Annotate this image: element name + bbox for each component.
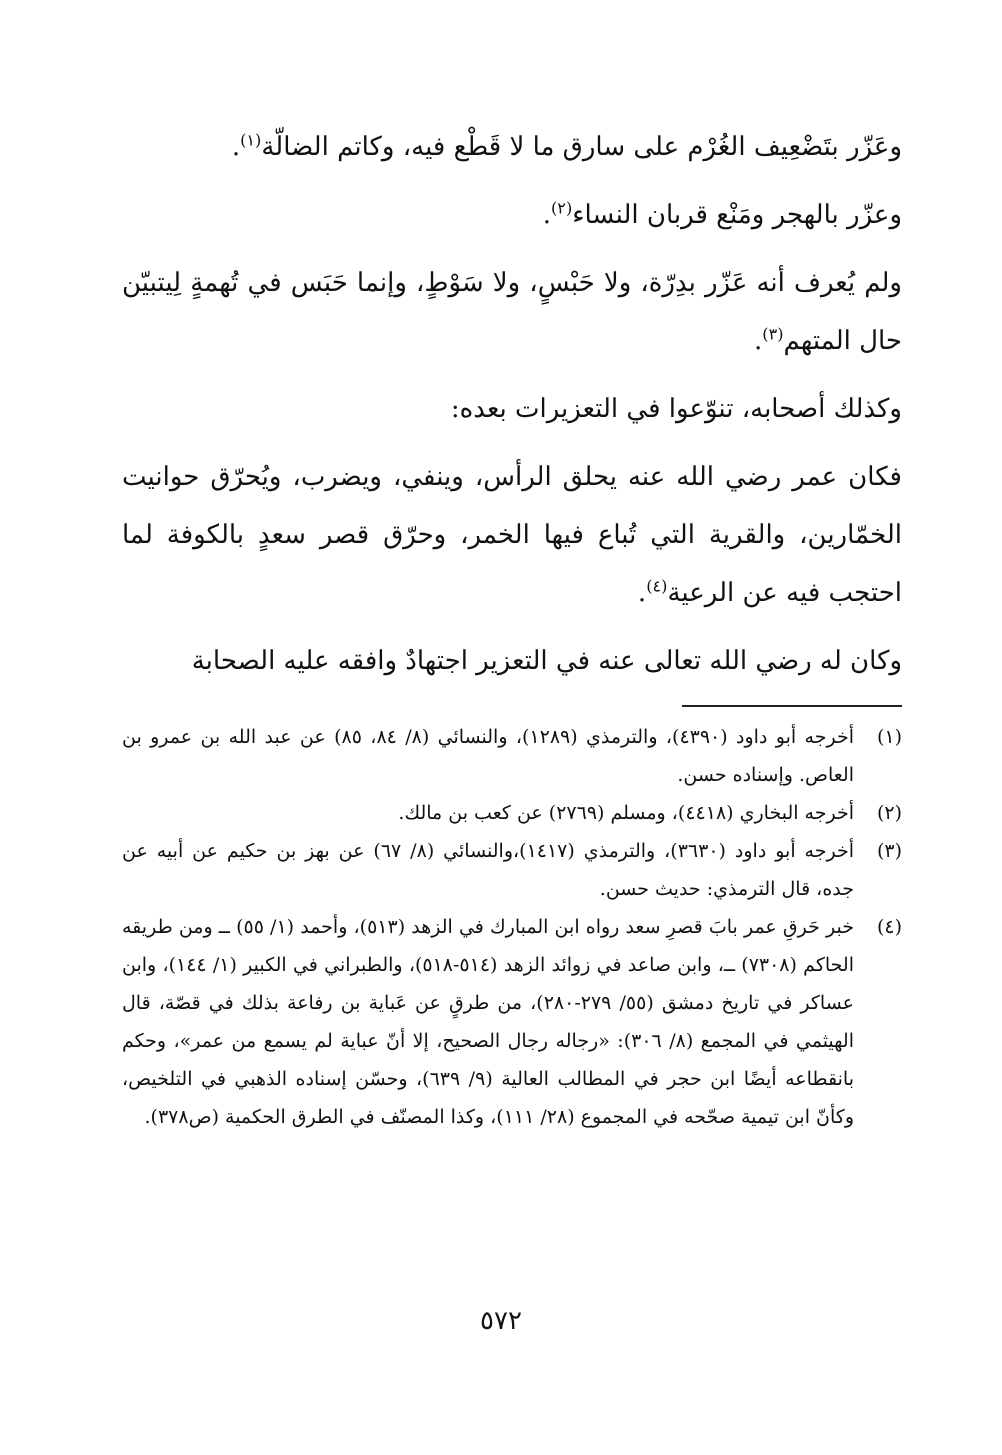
- footnote-text: أخرجه أبو داود (٣٦٣٠)، والترمذي (١٤١٧)،والنسائي (٨/ ٦٧) عن بهز بن حكيم عن أبيه عن جده، قال الترمذي: حديث حسن.: [122, 840, 854, 900]
- paragraph: وكذلك أصحابه، تنوّعوا في التعزيرات بعده:: [450, 394, 902, 424]
- paragraph: ولم يُعرف أنه عَزّر بدِرّة، ولا حَبْسٍ، ولا سَوْطٍ، وإنما حَبَس في تُهمةٍ لِيتبيّن حال المتهم$^{(٣)}$.: [122, 268, 902, 356]
- footnote-text: خبر حَرقِ عمر بابَ قصرِ سعد رواه ابن المبارك في الزهد (٥١٣)، وأحمد (١/ ٥٥) ــ ومن طريقه الحاكم (٧٣٠٨) ــ، وابن صاعد في زوائد الزهد (٥١٤-٥١٨)، والطبراني في الكبير (١/ ١٤٤)، وابن عساكر في تاريخ دمشق (٥٥/ ٢٧٩-٢٨٠)، من طرقٍ عن عَباية بن رفاعة بذلك في قصّة، قال الهيثمي في المجمع (٨/ ٣٠٦): «رجاله رجال الصحيح، إلا أنّ عباية لم يسمع من عمر»، وحكم بانقطاعه أيضًا ابن حجر في المطالب العالية (٩/ ٦٣٩)، وحسّن إسناده الذهبي في التلخيص، وكأنّ ابن تيمية صحّحه في المجموع (٢٨/ ١١١)، وكذا المصنّف في الطرق الحكمية (ص٣٧٨).: [122, 916, 854, 1128]
- footnotes: [122, 718, 902, 1136]
- page-number: ٥٧٢: [480, 1306, 522, 1336]
- paragraph: وعزّر بالهجر ومَنْع قربان النساء$^{(٢)}$.: [542, 198, 902, 230]
- footnote: [122, 832, 902, 908]
- footnote-ref: (٢): [551, 198, 573, 218]
- footnote-ref: (١): [240, 130, 262, 150]
- footnote-number: (٣): [876, 840, 902, 862]
- footnote-text: أخرجه أبو داود (٤٣٩٠)، والترمذي (١٢٨٩)، والنسائي (٨/ ٨٤، ٨٥) عن عبد الله بن عمرو بن العاص. وإسناده حسن.: [122, 726, 854, 786]
- footnote-ref: (٤): [646, 576, 668, 596]
- footnote-number: (٢): [876, 802, 902, 824]
- paragraph: وعَزّر بتَضْعِيف الغُرْم على سارق ما لا قَطْع فيه، وكاتم الضالّة$^{(١)}$.: [231, 130, 902, 162]
- footnote-ref: (٣): [762, 324, 784, 344]
- footnote-number: (٤): [876, 916, 902, 938]
- paragraph: فكان عمر رضي الله عنه يحلق الرأس، وينفي، ويضرب، ويُحرّق حوانيت الخمّارين، والقرية التي تُباع فيها الخمر، وحرّق قصر سعدٍ بالكوفة لما احتجب فيه عن الرعية$^{(٤)}$.: [122, 462, 902, 608]
- paragraph: وكان له رضي الله تعالى عنه في التعزير اجتهادٌ وافقه عليه الصحابة: [191, 646, 902, 676]
- footnote-separator: [682, 705, 902, 707]
- footnote-number: (١): [876, 726, 902, 748]
- footnote: [122, 718, 902, 794]
- main-text: [122, 118, 902, 700]
- footnote-text: أخرجه البخاري (٤٤١٨)، ومسلم (٢٧٦٩) عن كعب بن مالك.: [398, 802, 854, 824]
- footnote: [122, 794, 902, 832]
- footnote: [122, 908, 902, 1136]
